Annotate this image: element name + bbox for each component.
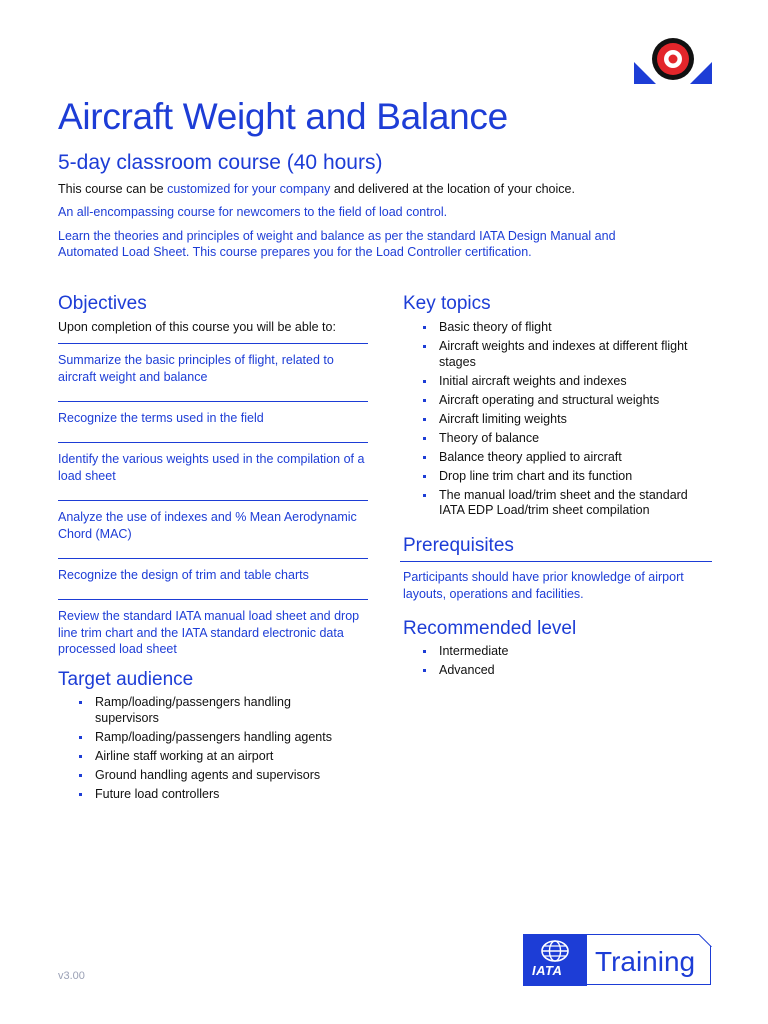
recommended-level-list bbox=[421, 644, 711, 682]
prerequisites-text: Participants should have prior knowledge of airport layouts, operations and facilities. bbox=[403, 570, 684, 601]
topic-item: Aircraft limiting weights bbox=[421, 412, 711, 428]
objective-item: Recognize the design of trim and table charts bbox=[58, 558, 368, 599]
iata-logo-box bbox=[523, 934, 587, 986]
training-label: Training bbox=[595, 946, 696, 977]
audience-item: Ground handling agents and supervisors bbox=[77, 768, 357, 784]
intro-customization bbox=[58, 181, 678, 197]
objectives-heading: Objectives bbox=[58, 293, 147, 314]
audience-item: Future load controllers bbox=[77, 787, 357, 803]
objectives-list bbox=[58, 343, 368, 660]
audience-item: Ramp/loading/passengers handling agents bbox=[77, 730, 357, 746]
topic-item: Balance theory applied to aircraft bbox=[421, 450, 711, 466]
objective-item: Summarize the basic principles of flight, related to aircraft weight and balance bbox=[58, 343, 368, 401]
intro-description: Learn the theories and principles of weight and balance as per the standard IATA Design Manual and Automated Load Sheet. This course prepares you for the Load Controller certification. bbox=[58, 229, 616, 259]
key-topics-heading: Key topics bbox=[403, 293, 491, 314]
iata-training-badge bbox=[523, 934, 712, 986]
topic-item: Aircraft operating and structural weights bbox=[421, 393, 711, 409]
course-duration-subtitle: 5-day classroom course (40 hours) bbox=[58, 151, 383, 174]
objective-item: Review the standard IATA manual load sheet and drop line trim chart and the IATA standard electronic data processed load sheet bbox=[58, 599, 368, 660]
prerequisites-divider bbox=[400, 561, 712, 562]
target-audience-heading: Target audience bbox=[58, 669, 194, 690]
objectives-lead: Upon completion of this course you will be able to: bbox=[58, 320, 336, 334]
objective-item: Recognize the terms used in the field bbox=[58, 401, 368, 442]
topic-item: Drop line trim chart and its function bbox=[421, 469, 711, 485]
topic-item: Initial aircraft weights and indexes bbox=[421, 374, 711, 390]
audience-item: Airline staff working at an airport bbox=[77, 749, 357, 765]
level-item: Intermediate bbox=[421, 644, 711, 660]
intro-text: and delivered at the location of your choice. bbox=[330, 182, 575, 196]
recommended-level-heading: Recommended level bbox=[403, 618, 577, 639]
objective-item: Analyze the use of indexes and % Mean Aerodynamic Chord (MAC) bbox=[58, 500, 368, 558]
globe-icon bbox=[523, 934, 587, 986]
intro-audience: An all-encompassing course for newcomers to the field of load control. bbox=[58, 205, 448, 219]
badge-corner-cut bbox=[699, 934, 712, 947]
intro-text: This course can be bbox=[58, 182, 168, 196]
page-title: Aircraft Weight and Balance bbox=[58, 96, 508, 137]
audience-item: Ramp/loading/passengers handling supervisors bbox=[77, 695, 357, 726]
version-label: v3.00 bbox=[58, 970, 85, 982]
level-item: Advanced bbox=[421, 663, 711, 679]
target-audience-list bbox=[77, 695, 357, 806]
key-topics-list bbox=[421, 320, 711, 522]
topic-item: Aircraft weights and indexes at different flight stages bbox=[421, 339, 711, 370]
topic-item: Theory of balance bbox=[421, 431, 711, 447]
objective-item: Identify the various weights used in the compilation of a load sheet bbox=[58, 442, 368, 500]
prerequisites-heading: Prerequisites bbox=[403, 535, 514, 556]
customized-link[interactable]: customized for your company bbox=[167, 182, 331, 196]
topic-item: The manual load/trim sheet and the standard IATA EDP Load/trim sheet compilation bbox=[421, 488, 711, 519]
iata-emblem-icon bbox=[634, 34, 712, 88]
iata-wordmark: IATA bbox=[532, 963, 563, 978]
topic-item: Basic theory of flight bbox=[421, 320, 711, 336]
